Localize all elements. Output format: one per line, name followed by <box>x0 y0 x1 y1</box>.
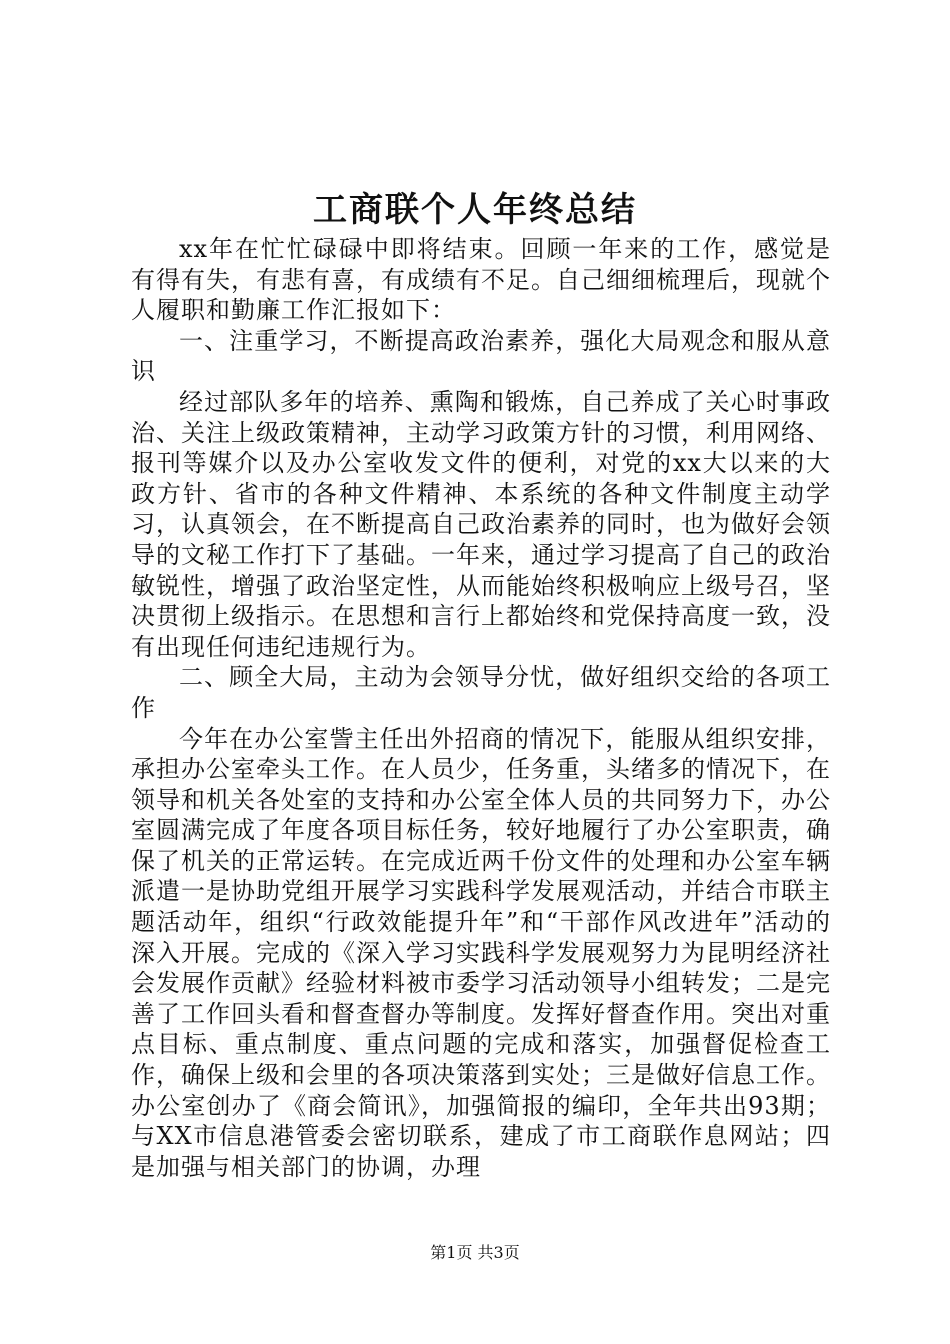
paragraph-study: 经过部队多年的培养、熏陶和锻炼，自己养成了关心时事政治、关注上级政策精神，主动学习政策方针的习惯，利用网络、报刊等媒介以及办公室收发文件的便利，对党的xx大以来的大政方针、省市的各种文件精神、本系统的各种文件制度主动学习，认真领会，在不断提高自己政治素养的同时，也为做好会领导的文秘工作打下了基础。一年来，通过学习提高了自己的政治敏锐性，增强了政治坚定性，从而能始终积极响应上级号召，坚决贯彻上级指示。在思想和言行上都始终和党保持高度一致，没有出现任何违纪违规行为。 <box>131 387 831 661</box>
paragraph-intro: xx年在忙忙碌碌中即将结束。回顾一年来的工作，感觉是有得有失，有悲有喜，有成绩有不足。自己细细梳理后，现就个人履职和勤廉工作汇报如下： <box>131 235 831 325</box>
document-title: 工商联个人年终总结 <box>313 190 637 230</box>
document-body <box>131 234 831 1182</box>
paragraph-work: 今年在办公室訾主任出外招商的情况下，能服从组织安排，承担办公室牵头工作。在人员少，任务重，头绪多的情况下，在领导和机关各处室的支持和办公室全体人员的共同努力下，办公室圆满完成了年度各项目标任务，较好地履行了办公室职责，确保了机关的正常运转。在完成近两千份文件的处理和办公室车辆派遣一是协助党组开展学习实践科学发展观活动，并结合市联主题活动年，组织“行政效能提升年”和“干部作风改进年”活动的深入开展。完成的《深入学习实践科学发展观努力为昆明经济社会发展作贡献》经验材料被市委学习活动领导小组转发；二是完善了工作回头看和督查督办等制度。发挥好督查作用。突出对重点目标、重点制度、重点问题的完成和落实，加强督促检查工作，确保上级和会里的各项决策落到实处；三是做好信息工作。办公室创办了《商会简讯》，加强简报的编印，全年共出93期；与XX市信息港管委会密切联系，建成了市工商联作息网站；四是加强与相关部门的协调，办理 <box>131 724 831 1181</box>
section-heading-1: 一、注重学习，不断提高政治素养，强化大局观念和服从意识 <box>131 326 831 386</box>
page-number-footer: 第1页 共3页 <box>430 1243 520 1262</box>
section-heading-2: 二、顾全大局，主动为会领导分忧，做好组织交给的各项工作 <box>131 663 831 722</box>
